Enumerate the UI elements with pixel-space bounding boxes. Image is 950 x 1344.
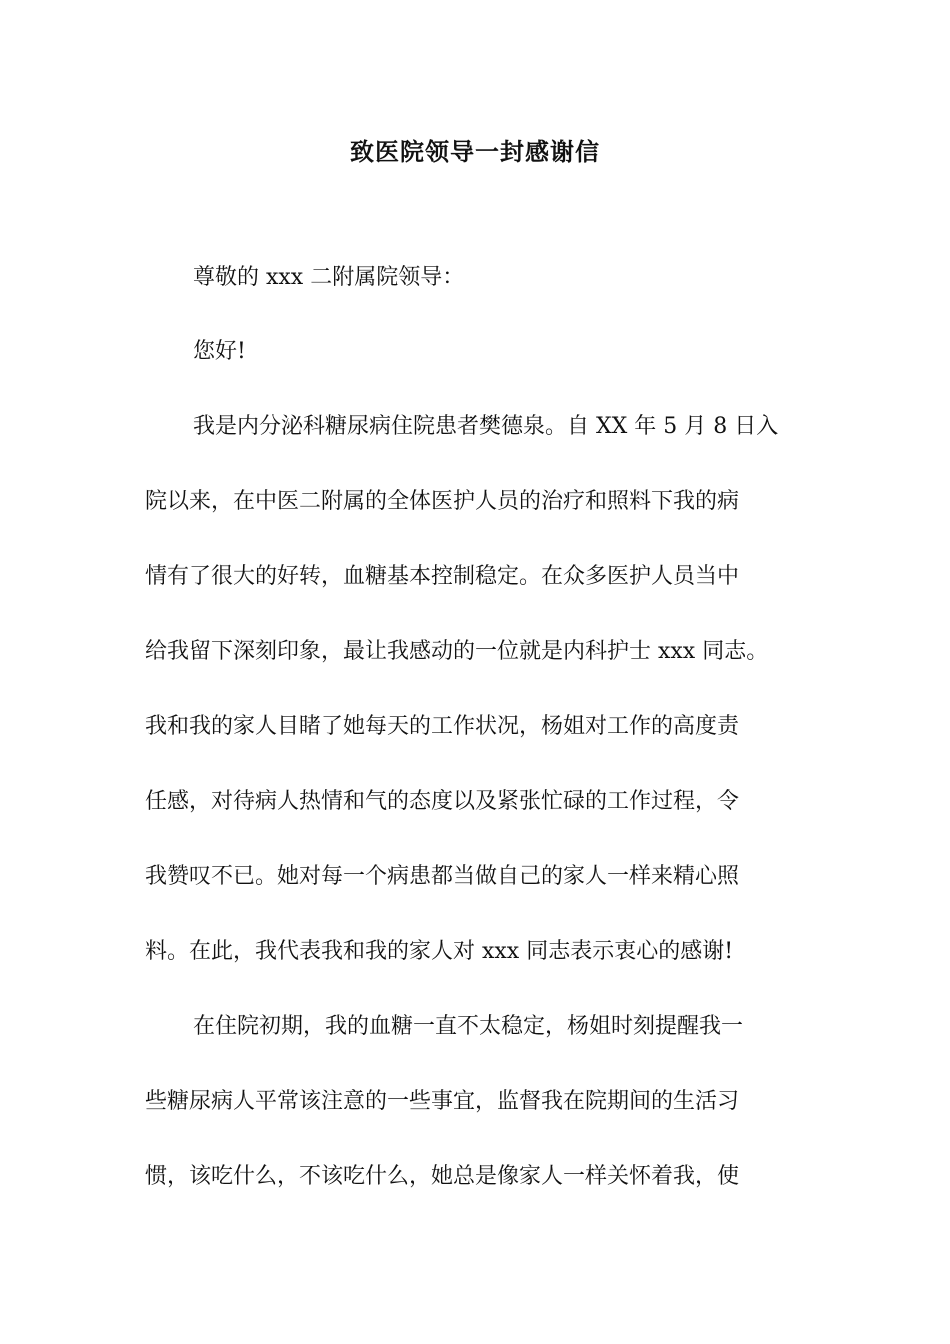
letter-title: 致医院领导一封感谢信 bbox=[350, 137, 600, 166]
greeting: 您好! bbox=[193, 339, 246, 364]
paragraph1-line-6: 任感，对待病人热情和气的态度以及紧张忙碌的工作过程，令 bbox=[145, 789, 740, 814]
paragraph2-line-1: 在住院初期，我的血糖一直不太稳定，杨姐时刻提醒我一 bbox=[193, 1014, 744, 1039]
paragraph1-line-7: 我赞叹不已。她对每一个病患都当做自己的家人一样来精心照 bbox=[145, 864, 740, 889]
paragraph2-line-2: 些糖尿病人平常该注意的一些事宜，监督我在院期间的生活习 bbox=[145, 1089, 740, 1114]
salutation: 尊敬的 xxx 二附属院领导： bbox=[193, 265, 465, 290]
paragraph1-line-2: 院以来，在中医二附属的全体医护人员的治疗和照料下我的病 bbox=[145, 489, 740, 514]
paragraph2-line-3: 惯，该吃什么，不该吃什么，她总是像家人一样关怀着我，使 bbox=[145, 1164, 740, 1189]
paragraph1-line-3: 情有了很大的好转，血糖基本控制稳定。在众多医护人员当中 bbox=[145, 564, 740, 589]
paragraph1-line-5: 我和我的家人目睹了她每天的工作状况，杨姐对工作的高度责 bbox=[145, 714, 740, 739]
paragraph1-line-8: 料。在此，我代表我和我的家人对 xxx 同志表示衷心的感谢! bbox=[145, 939, 734, 964]
paragraph1-line-1: 我是内分泌科糖尿病住院患者樊德泉。自 XX 年 5 月 8 日入 bbox=[193, 414, 779, 439]
paragraph1-line-4: 给我留下深刻印象，最让我感动的一位就是内科护士 xxx 同志。 bbox=[145, 639, 769, 664]
